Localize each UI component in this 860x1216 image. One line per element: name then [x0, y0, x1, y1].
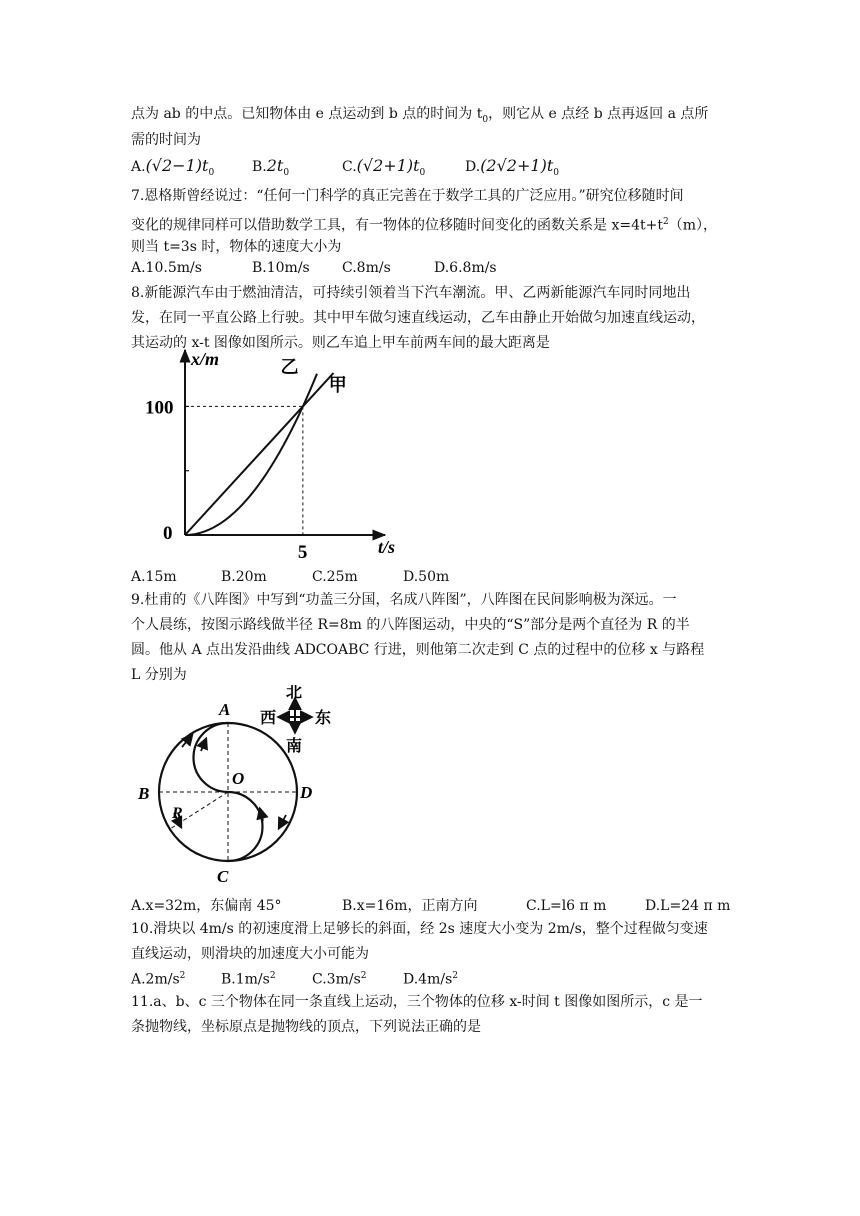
q8-stem-line-1: 8.新能源汽车由于燃油清洁，可持续引领着当下汽车潮流。甲、乙两新能源汽车同时同地出	[131, 285, 691, 301]
xt-labels	[145, 349, 395, 563]
q11-stem-line-2: 条抛物线，坐标原点是抛物线的顶点，下列说法正确的是	[131, 1019, 481, 1035]
q9-option-a[interactable]: A.x=32m，东偏南 45°	[131, 898, 282, 914]
q9-option-c[interactable]: C.L=l6 π m	[526, 898, 607, 914]
q8-option-a[interactable]: A.15m	[131, 569, 177, 585]
q6-option-a[interactable]: $A.(√2-1)t_0$	[131, 156, 215, 178]
q7-option-b[interactable]: B.10m/s	[252, 260, 310, 276]
q10-stem-line-1: 10.滑块以 4m/s 的初速度滑上足够长的斜面，经 2s 速度大小变为 2m/s，整个过程做匀变速	[131, 921, 708, 937]
q9-stem-line-3: 圆。他从 A 点出发沿曲线 ADCOABC 行进，则他第二次走到 C 点的过程中的位移 x 与路程	[131, 642, 705, 658]
s-curve-lower	[228, 792, 263, 861]
xt-series	[185, 373, 334, 535]
q9-option-d[interactable]: D.L=24 π m	[645, 898, 731, 914]
q8-option-b[interactable]: B.20m	[221, 569, 267, 585]
arrow-s-upper	[201, 739, 206, 751]
q10-stem-line-2: 直线运动，则滑块的加速度大小可能为	[131, 946, 369, 962]
series-jia-label: 甲	[328, 375, 347, 395]
q6-continuation-line: 点为 ab 的中点。已知物体由 e 点运动到 b 点的时间为 $t_0$，则它从 e 点经 b 点再返回 a 点所	[131, 106, 709, 125]
y-axis-label: x/m	[191, 349, 220, 369]
series-yi-label: 乙	[280, 357, 299, 377]
q7-option-d[interactable]: D.6.8m/s	[434, 260, 497, 276]
point-c-label: C	[217, 867, 229, 886]
radius-label: R	[172, 805, 183, 822]
q6-option-d[interactable]: $D.(2√2+1)t_0$	[465, 156, 559, 178]
x-axis-label: t/s	[378, 537, 396, 557]
q9-stem-line-2: 个人晨练，按图示路线做半径 R=8m 的八阵图运动，中央的“S”部分是两个直径为 R 的半	[131, 617, 690, 633]
q7-option-c[interactable]: C.8m/s	[342, 260, 391, 276]
xt-graph	[140, 345, 400, 565]
point-d-label: D	[300, 783, 313, 802]
point-a-label: A	[219, 700, 231, 719]
q7-option-a[interactable]: A.10.5m/s	[131, 260, 202, 276]
compass-south: 南	[286, 738, 303, 755]
point-o-label: O	[232, 769, 245, 788]
q10-option-a[interactable]: $A.2m/s^2$	[131, 971, 186, 988]
compass-west: 西	[260, 710, 277, 727]
q11-stem-line-1: 11.a、b、c 三个物体在同一条直线上运动，三个物体的位移 x-时间 t 图像如图所示，c 是一	[131, 994, 703, 1010]
compass-rose	[279, 699, 311, 732]
q6-option-c[interactable]: $C.(√2+1)t_0$	[342, 156, 426, 178]
q7-stem-line-2: 变化的规律同样可以借助数学工具，有一物体的位移随时间变化的函数关系是 $x=4t+t^2(m)$，	[131, 217, 717, 234]
q8-stem-line-3: 其运动的 x-t 图像如图所示。则乙车追上甲车前两车间的最大距离是	[131, 335, 550, 351]
q10-option-c[interactable]: $C.3m/s^2$	[312, 971, 367, 988]
eight-array-diagram	[130, 685, 360, 890]
x-tick-label-5: 5	[297, 542, 308, 563]
point-b-label: B	[138, 784, 150, 803]
series-jia-line	[185, 373, 334, 535]
q8-option-c[interactable]: C.25m	[312, 569, 358, 585]
q7-stem-line-3: 则当 t=3s 时，物体的速度大小为	[131, 239, 342, 255]
series-yi-curve	[185, 374, 317, 535]
compass-north: 北	[286, 685, 303, 701]
q8-stem-line-2: 发，在同一平直公路上行驶。其中甲车做匀速直线运动，乙车由静止开始做匀加速直线运动，	[131, 310, 705, 326]
origin-label: 0	[163, 523, 173, 544]
q6-stem-end: 需的时间为	[131, 132, 201, 148]
q10-option-d[interactable]: $D.4m/s^2$	[403, 971, 458, 988]
q10-option-b[interactable]: $B.1m/s^2$	[221, 971, 276, 988]
compass-east: 东	[315, 710, 332, 727]
s-curve-upper	[194, 723, 229, 792]
q6-option-b[interactable]: $B.2t_0$	[252, 156, 290, 178]
q9-option-b[interactable]: B.x=16m，正南方向	[342, 898, 478, 914]
q7-stem-line-1: 7.恩格斯曾经说过：“任何一门科学的真正完善在于数学工具的广泛应用。”研究位移随时间	[131, 188, 684, 204]
q9-stem-line-4: L 分别为	[131, 667, 187, 683]
q8-option-d[interactable]: D.50m	[403, 569, 450, 585]
y-tick-label-100: 100	[145, 397, 174, 419]
arrow-right-lower	[279, 815, 286, 828]
q9-stem-line-1: 9.杜甫的《八阵图》中写到“功盖三分国，名成八阵图”，八阵图在民间影响极为深远。一	[131, 592, 677, 608]
